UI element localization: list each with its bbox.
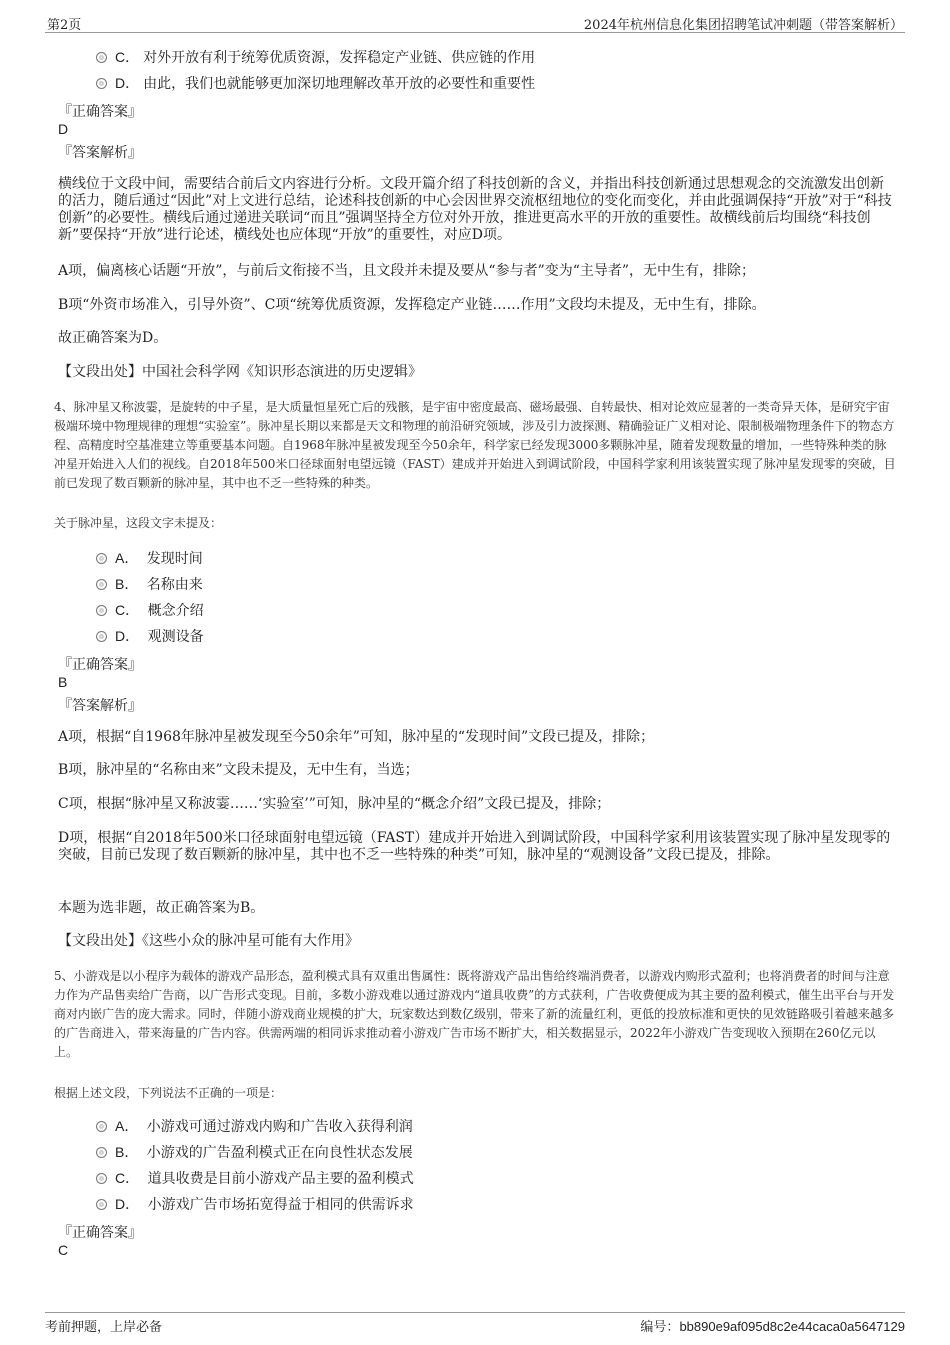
analysis-paragraph: A项，偏离核心话题“开放”，与前后文衔接不当，且文段并未提及要从“参与者”变为“主导者”，无中生有，排除； [58,263,756,279]
radio-icon[interactable] [96,579,107,590]
document-code [640,1316,905,1335]
radio-icon[interactable] [96,1199,107,1210]
correct-answer: B [58,674,68,690]
analysis-paragraph: 横线位于文段中间，需要结合前后文内容进行分析。文段开篇介绍了科技创新的含义，并指出科技创新通过思想观念的交流激发出创新的活力，随后通过“因此”对上文进行总结，论述科技创新的中心会因世界交流枢纽地位的变化而变化，并由此强调保持“开放”对于“科技创新”的必要性。横线后通过递进关联词“而且”强调坚持全方位对外开放，推进更高水平的开放的重要性。故横线前后均围绕“科技创新”要保持“开放”进行论述，横线处也应体现“开放”的重要性，对应D项。 [58,176,892,243]
analysis-label: 『答案解析』 [58,145,142,161]
radio-icon[interactable] [96,1173,107,1184]
radio-icon[interactable] [96,52,107,63]
q4-option-a[interactable]: A． 发现时间 [96,549,203,568]
correct-answer-label: 『正确答案』 [58,1225,142,1241]
q3-option-c[interactable]: C． 对外开放有利于统筹优质资源，发挥稳定产业链、供应链的作用 [96,48,535,67]
radio-icon[interactable] [96,1147,107,1158]
source-citation: 【文段出处】中国社会科学网《知识形态演进的历史逻辑》 [58,364,422,380]
analysis-paragraph: 故正确答案为D。 [58,330,168,346]
question-stem: 根据上述文段，下列说法不正确的一项是： [54,1086,283,1100]
analysis-paragraph: 本题为选非题，故正确答案为B。 [58,900,265,916]
question-stem: 关于脉冲星，这段文字未提及： [54,516,223,530]
analysis-paragraph: A项，根据“自1968年脉冲星被发现至今50余年”可知，脉冲星的“发现时间”文段已提及，排除； [58,729,655,745]
correct-answer-label: 『正确答案』 [58,657,142,673]
q5-option-a[interactable]: A． 小游戏可通过游戏内购和广告收入获得利润 [96,1117,413,1136]
q5-option-d[interactable]: D． 小游戏广告市场拓宽得益于相同的供需诉求 [96,1195,414,1214]
analysis-paragraph: C项，根据“脉冲星又称波霎……‘实验室’”可知，脉冲星的“概念介绍”文段已提及，排除； [58,796,611,812]
analysis-paragraph: B项“外资市场准入，引导外资”、C项“统筹优质资源，发挥稳定产业链……作用”文段均未提及，无中生有，排除。 [58,297,766,313]
page-number: 第2页 [47,18,82,33]
code-label: 编号： [640,1320,680,1335]
analysis-paragraph: D项，根据“自2018年500米口径球面射电望远镜（FAST）建成并开始进入到调试阶段，中国科学家利用该装置实现了脉冲星发现零的突破，目前已发现了数百颗新的脉冲星，其中也不乏一些特殊的种类”可知，脉冲星的“观测设备”文段已提及，排除。 [58,830,891,863]
page-footer [45,1312,905,1335]
document-title: 2024年杭州信息化集团招聘笔试冲刺题（带答案解析） [583,18,903,33]
analysis-label: 『答案解析』 [58,698,142,714]
question-passage: 5、小游戏是以小程序为载体的游戏产品形态，盈利模式具有双重出售属性：既将游戏产品出售给终端消费者，以游戏内购形式盈利；也将消费者的时间与注意力作为产品售卖给广告商，以广告形式变现。目前，多数小游戏难以通过游戏内“道具收费”的方式获利，广告收费便成为其主要的盈利模式，催生出平台与开发商对内嵌广告的庞大需求。同时，伴随小游戏商业规模的扩大，玩家数达到数亿级别，带来了新的流量红利，更低的投放标准和更快的见效链路吸引着越来越多的广告商进入，带来海量的广告内容。供需两端的相同诉求推动着小游戏广告市场不断扩大，相关数据显示，2022年小游戏广告变现收入预期在260亿元以上。 [54,969,895,1059]
radio-icon[interactable] [96,631,107,642]
q5-option-b[interactable]: B． 小游戏的广告盈利模式正在向良性状态发展 [96,1143,413,1162]
source-citation: 【文段出处】《这些小众的脉冲星可能有大作用》 [58,933,359,949]
radio-icon[interactable] [96,605,107,616]
question-passage: 4、脉冲星又称波霎，是旋转的中子星，是大质量恒星死亡后的残骸，是宇宙中密度最高、磁场最强、自转最快、相对论效应显著的一类奇异天体，是研究宇宙极端环境中物理规律的理想“实验室”。脉冲星长期以来都是天文和物理的前沿研究领域，涉及引力波探测、精确验证广义相对论、限制极端物理条件下的物态方程、高精度时空基准建立等重要基本问题。自1968年脉冲星被发现至今50余年，科学家已经发现3000多颗脉冲星，随着发现数量的增加，一些特殊种类的脉冲星开始进入人们的视线。自2018年500米口径球面射电望远镜（FAST）建成并开始进入到调试阶段，中国科学家利用该装置实现了脉冲星发现零的突破，目前已发现了数百颗新的脉冲星，其中也不乏一些特殊的种类。 [54,400,896,490]
q5-option-c[interactable]: C． 道具收费是目前小游戏产品主要的盈利模式 [96,1169,414,1188]
code-value: bb890e9af095d8c2e44caca0a5647129 [679,1319,905,1334]
correct-answer: C [58,1242,69,1258]
correct-answer-label: 『正确答案』 [58,104,142,120]
correct-answer: D [58,121,69,137]
radio-icon[interactable] [96,1121,107,1132]
q4-option-d[interactable]: D． 观测设备 [96,627,204,646]
radio-icon[interactable] [96,553,107,564]
q4-option-b[interactable]: B． 名称由来 [96,575,203,594]
footer-slogan: 考前押题，上岸必备 [45,1320,163,1335]
q3-option-d[interactable]: D． 由此，我们也就能够更加深切地理解改革开放的必要性和重要性 [96,74,535,93]
analysis-paragraph: B项，脉冲星的“名称由来”文段未提及，无中生有，当选； [58,762,419,778]
page-header [45,14,905,33]
q4-option-c[interactable]: C． 概念介绍 [96,601,204,620]
radio-icon[interactable] [96,78,107,89]
